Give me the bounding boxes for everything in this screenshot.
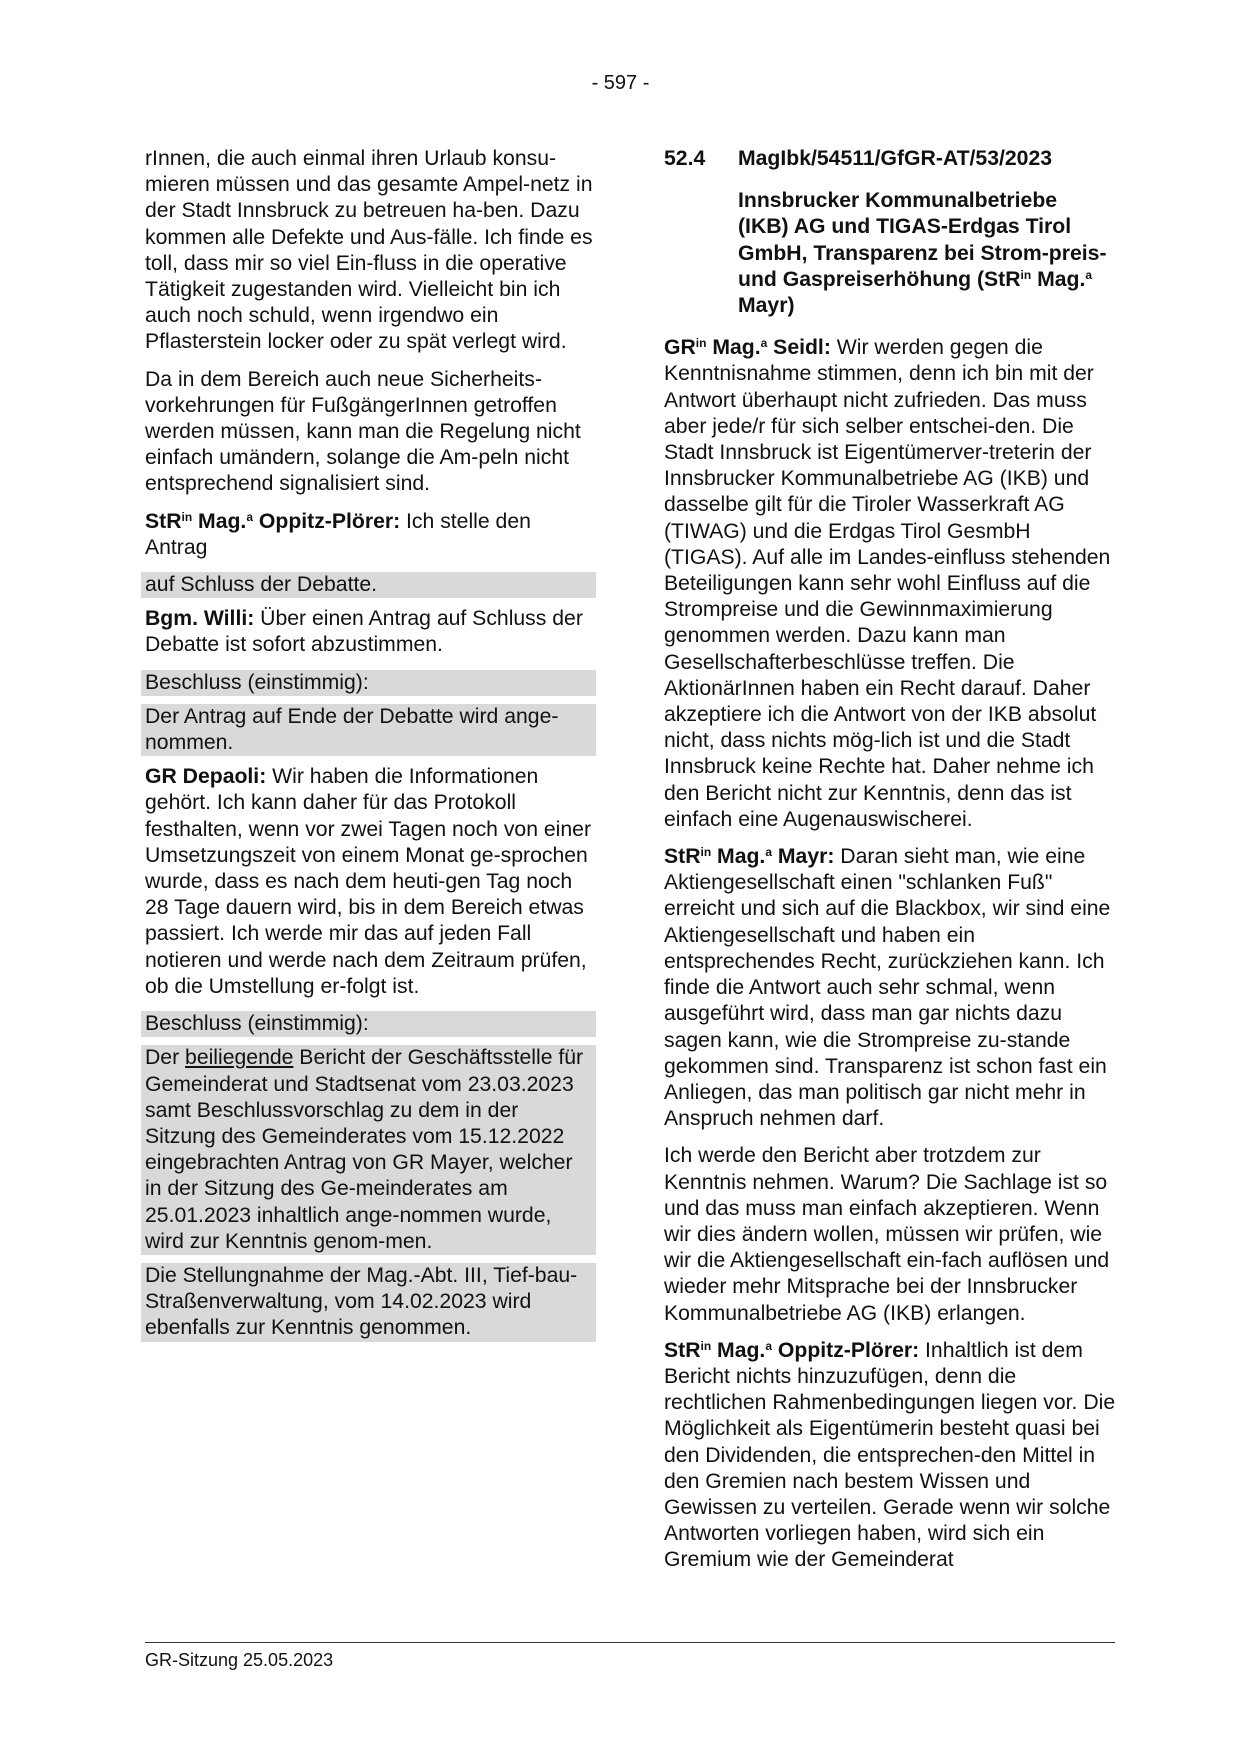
agenda-number: 52.4	[664, 147, 706, 170]
speaker-name: StR$^{in}$ Mag.$^a$ Oppitz-Plörer:	[145, 509, 401, 533]
paragraph: Da in dem Bereich auch neue Sicherheits-vorkehrungen für FußgängerInnen getroffen werden müssen, kann man die Regelung nicht einfach umändern, solange die Am-peln nicht entsprechend signalisiert sind.	[145, 367, 581, 496]
speaker-paragraph	[664, 1338, 1120, 1574]
agenda-item-heading	[664, 146, 1120, 172]
page-number: - 597 -	[591, 72, 650, 94]
resolution-heading: Beschluss (einstimmig):	[141, 1011, 596, 1037]
speaker-name: StR$^{in}$ Mag.$^a$ Oppitz-Plörer:	[664, 1338, 920, 1362]
left-column	[145, 146, 596, 1350]
speech-text: Ich stelle den Antrag	[145, 509, 531, 559]
speaker-name: Bgm. Willi:	[145, 607, 255, 631]
speaker-paragraph	[145, 509, 596, 561]
agenda-title: Innsbrucker Kommunalbetriebe (IKB) AG und TIGAS-Erdgas Tirol GmbH, Transparenz bei Strom-preis- und Gaspreiserhöhung (StR$^{in}$ Mag.$^a$ Mayr)	[738, 189, 1107, 318]
resolution-text: Der beiliegende Bericht der Geschäftsstelle für Gemeinderat und Stadtsenat vom 23.03.2023 samt Beschlussvorschlag zu dem in der Sitzung des Gemeinderates vom 15.12.2022 eingebrachten Antrag von GR Mayer, welcher in der Sitzung des Ge-meinderates am 25.01.2023 inhaltlich ange-nommen wurde, wird zur Kenntnis genom-men.	[141, 1045, 596, 1255]
speaker-paragraph	[145, 606, 596, 658]
agenda-reference: MagIbk/54511/GfGR-AT/53/2023	[738, 147, 1053, 170]
speech-text: Wir haben die Informationen gehört. Ich kann daher für das Protokoll festhalten, wenn vor zwei Tagen noch von einer Umsetzungszeit von einem Monat ge-sprochen wurde, dass es nach dem heuti-gen Tag noch 28 Tage dauern wird, bis in dem Bereich etwas passiert. Ich werde mir das auf jeden Fall notieren und werde nach dem Zeitraum prüfen, ob die Umstellung er-folgt ist.	[145, 765, 592, 998]
resolution-text: Der Antrag auf Ende der Debatte wird ange-nommen.	[141, 704, 596, 756]
speaker-paragraph	[664, 844, 1120, 1132]
speech-text: Über einen Antrag auf Schluss der Debatte ist sofort abzustimmen.	[145, 607, 583, 657]
right-column	[664, 146, 1120, 1585]
footer-divider	[145, 1642, 1115, 1643]
speech-text: Wir werden gegen die Kenntnisnahme stimmen, denn ich bin mit der Antwort überhaupt nicht zufrieden. Das muss aber jede/r für sich selber entschei-den. Die Stadt Innsbruck ist Eigentümerver-treterin der Innsbrucker Kommunalbetriebe AG (IKB) und dasselbe gilt für die Tiroler Wasserkraft AG (TIWAG) und die Erdgas Tirol GesmbH (TIGAS). Auf alle im Landes-einfluss stehenden Beteiligungen kann sehr wohl Einfluss auf die Strompreise und die Gewinnmaximierung genommen werden. Dazu kann man Gesellschafterbeschlüsse treffen. Die AktionärInnen haben ein Recht darauf. Daher akzeptiere ich die Antwort von der IKB absolut nicht, dass nichts mög-lich ist und die Stadt Innsbruck keine Rechte hat. Daher nehme ich den Bericht nicht zur Kenntnis, denn das ist einfach eine Augenauswischerei.	[664, 336, 1111, 831]
speaker-name: GR Depaoli:	[145, 765, 267, 789]
paragraph: rInnen, die auch einmal ihren Urlaub konsu-mieren müssen und das gesamte Ampel-netz in der Stadt Innsbruck zu betreuen ha-ben. Dazu kommen alle Defekte und Aus-fälle. Ich finde es toll, dass mir so viel Ein-fluss in die operative Tätigkeit zugestanden wird. Vielleicht bin ich auch noch schuld, wenn irgendwo ein Pflasterstein locker oder zu spät verlegt wird.	[145, 147, 593, 354]
motion-box: auf Schluss der Debatte.	[141, 572, 596, 598]
paragraph: Ich werde den Bericht aber trotzdem zur Kenntnis nehmen. Warum? Die Sachlage ist so und das muss man einfach akzeptieren. Wenn wir dies ändern wollen, müssen wir prüfen, wie wir die Aktiengesellschaft ein-fach auflösen und wieder mehr Mitsprache bei der Innsbrucker Kommunalbetriebe AG (IKB) erlangen.	[664, 1144, 1110, 1325]
resolution-text: Die Stellungnahme der Mag.-Abt. III, Tief-bau-Straßenverwaltung, vom 14.02.2023 wird ebenfalls zur Kenntnis genommen.	[141, 1263, 596, 1342]
speech-text: Daran sieht man, wie eine Aktiengesellschaft einen "schlanken Fuß" erreicht und sich auf die Blackbox, wir sind eine Aktiengesellschaft und haben ein entsprechendes Recht, zurückziehen kann. Ich finde die Antwort auch sehr schmal, wenn ausgeführt wird, dass man gar nichts dazu sagen kann, wie die Strompreise zu-stande gekommen sind. Transparenz ist schon fast ein Anliegen, das man politisch gar nicht mehr in Anspruch nehmen darf.	[664, 845, 1111, 1131]
footer-session-date: GR-Sitzung 25.05.2023	[145, 1650, 334, 1670]
speaker-paragraph	[664, 335, 1120, 833]
speech-text: Inhaltlich ist dem Bericht nichts hinzuzufügen, denn die rechtlichen Rahmenbedingungen liegen vor. Die Möglichkeit als Eigentümerin besteht quasi bei den Dividenden, die entsprechen-den Mittel in den Gremien nach bestem Wissen und Gewissen zu verteilen. Gerade wenn wir solche Antworten vorliegen haben, wird sich ein Gremium wie der Gemeinderat	[664, 1338, 1116, 1572]
speaker-paragraph	[145, 764, 596, 1000]
speaker-name: $GR^{in}$ Mag.$^a$ Seidl:	[664, 336, 831, 360]
resolution-heading: Beschluss (einstimmig):	[141, 670, 596, 696]
speaker-name: StR$^{in}$ Mag.$^a$ Mayr:	[664, 845, 835, 869]
